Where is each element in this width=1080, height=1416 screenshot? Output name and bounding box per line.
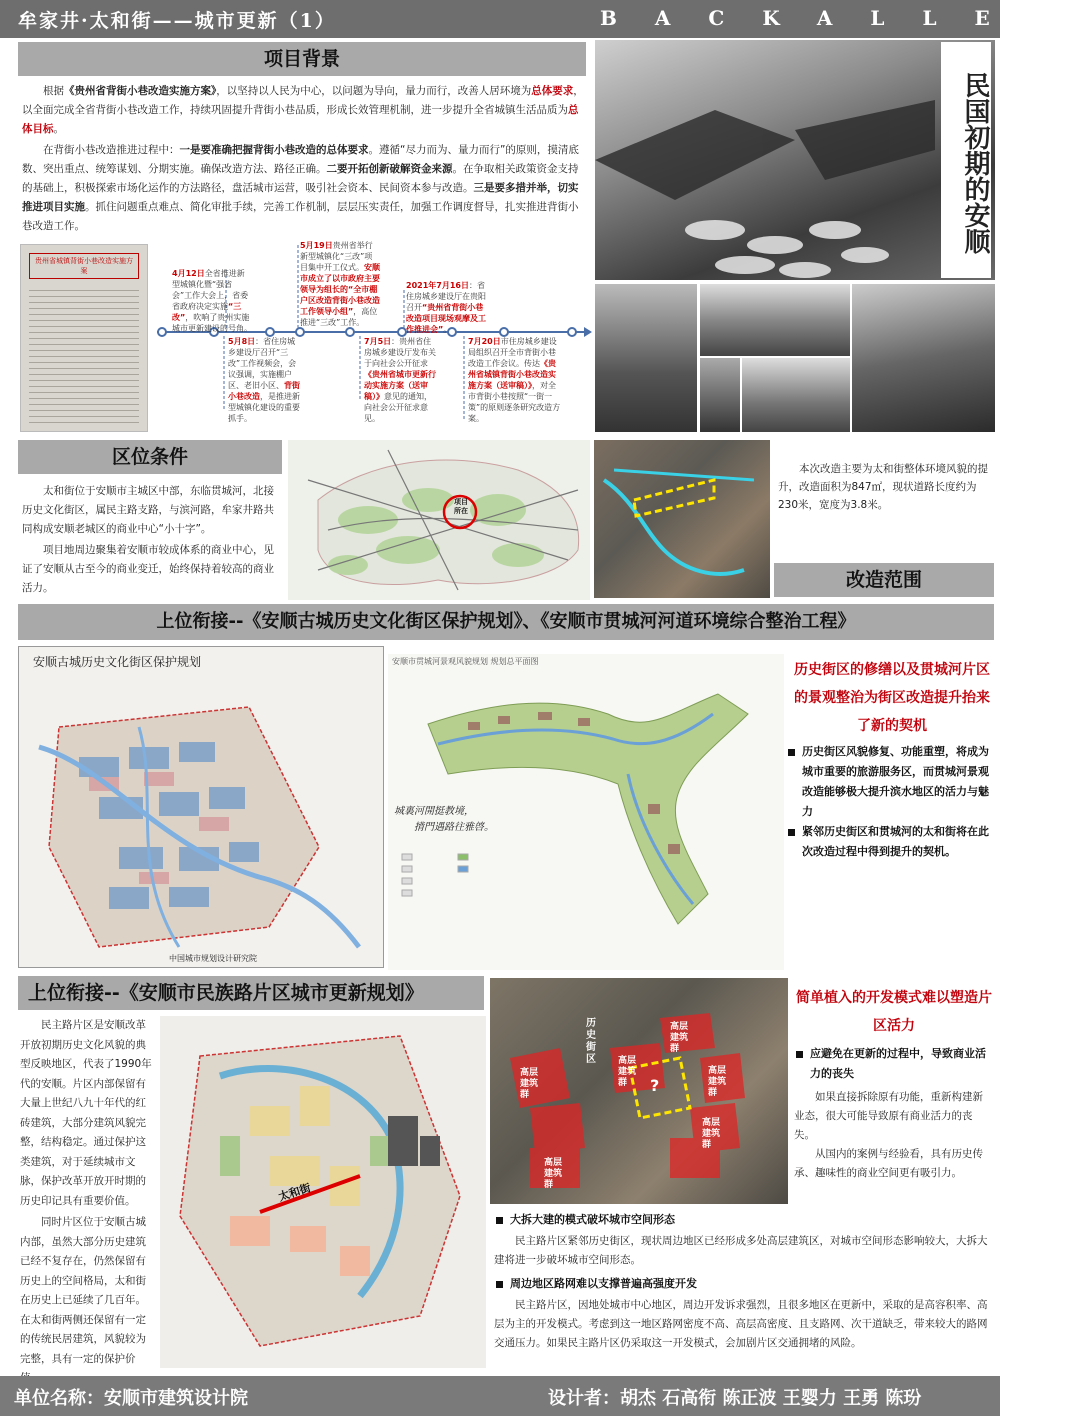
- minzu-road-plan-map: [160, 1016, 486, 1368]
- section-title-scope: 改造范围: [774, 563, 994, 597]
- historical-photo-crowd: [742, 358, 850, 432]
- scope-aerial-image: [594, 440, 770, 598]
- upper-plan-1-bullets: 历史街区风貌修复、功能重塑，将成为城市重要的旅游服务区，而贯城河景观改造能够极大提升滨水地区的活力与魅力 紧邻历史街区和贯城河的太和街将在此次改造过程中得到提升的契机。: [786, 742, 992, 862]
- document-scan: 贵州省城镇背街小巷改造实施方案: [20, 244, 148, 432]
- board-english-title: BACKALLEY: [600, 6, 1080, 30]
- upper-plan-2-heading: 简单植入的开发模式难以塑造片区活力: [796, 990, 992, 1034]
- scope-text: 本次改造主要为太和街整体环境风貌的提升，改造面积为847㎡，现状道路长度约为230米，宽度为3.8米。: [778, 463, 988, 511]
- footer-bar: [0, 1376, 1000, 1416]
- river-landscape-plan-map: 安顺市贯城河景观风貌规划 规划总平面图 城裏河開挺教境， 揹門遇路往雅啓。: [388, 654, 784, 970]
- top-bar: [0, 0, 1080, 38]
- section-title-background: 项目背景: [18, 42, 586, 76]
- timeline-entry-5: 2021年7月16日：省住房城乡建设厅在贵阳召开“贵州省背街小巷改造项目现场观摩及工作推进会”。: [406, 281, 486, 334]
- upper-plan-1-heading: 历史街区的修缮以及贯城河片区的景观整治为街区改造提升抬来了新的契机: [794, 662, 990, 734]
- timeline-entry-6: 7月20日市住房城乡建设局组织召开全市背街小巷改造工作会议。传达《贵州省城镇背街小巷改造实施方案（送审稿）》，对全市背街小巷按照“一街一策”的原则逐条研究改造方案。: [468, 337, 561, 423]
- board-title: 牟家井·太和街——城市更新（1）: [18, 10, 336, 32]
- upper-plan-2-bullets-lower: 大拆大建的模式破坏城市空间形态 民主路片区紧邻历史街区，现状周边地区已经形成多处高层建筑区，对城市空间形态影响较大，大拆大建将进一步破坏城市空间形态。 周边地区路网难以支撑普遍高强度开发 民主路片区，因地处城市中心地区，周边开发诉求强烈，且很多地区在更新中，采取的是高容积率、高层为主的开发模式。考虑到这一地区路网密度不高、高层高密度、且支路网、次干道缺乏，带来较大的路网交通压力。如果民主路片区仍采取这一开发模式，会加剧片区交通拥堵的风险。: [494, 1210, 988, 1353]
- policy-timeline: [152, 240, 592, 435]
- historic-district-plan-map: 安顺古城历史文化街区保护规划 中国城市规划设计研究院: [18, 646, 384, 968]
- designers: 设计者：胡杰 石高衔 陈正波 王婴力 王勇 陈玢: [548, 1388, 922, 1409]
- historical-photo-market: [852, 284, 995, 432]
- historical-photo-lane: [700, 358, 740, 432]
- historical-photo-river: [700, 284, 850, 356]
- photo-caption: 民国初期的安顺: [941, 42, 991, 278]
- location-text: 太和街位于安顺市主城区中部，东临贯城河，北接历史文化街区，属民主路支路，与滨河路，牟家井路共同构成安顺老城区的商业中心“小十字”。 项目地周边聚集着安顺市较成体系的商业中心，见证了安顺从古至今的商业变迁，始终保持着较高的商业活力。: [22, 485, 274, 594]
- upper-plan-2-bullet-1: 应避免在更新的过程中，导致商业活力的丧失 如果直接拆除原有功能，重新构建新业态，很大可能导致原有商业活力的丧失。 从国内的案例与经验看，具有历史传承、趣味性的商业空间更有吸引力。: [794, 1044, 992, 1183]
- timeline-entry-1: 4月12日全省推进新型城镇化暨“强省会”工作大会上，省委省政府决定实施“三改”，吹响了贵州实施城市更新建设的号角。: [172, 269, 252, 333]
- historical-photo-street: [595, 40, 995, 280]
- section-title-upper-plan-1: 上位衔接--《安顺古城历史文化街区保护规划》、《安顺市贯城河河道环境综合整治工程》: [18, 604, 994, 640]
- section-title-location: 区位条件: [18, 440, 282, 474]
- project-site-label: 项目所在: [454, 498, 468, 515]
- timeline-entry-2: 5月19日贵州省举行新型城镇化“三改”项目集中开工仪式。安顺市成立了以市政府主要领导为组长的“全市棚户区改造背街小巷改造工作领导小组”，高位推进“三改”工作。: [300, 241, 380, 327]
- taihe-street-label: 太和街: [276, 1181, 313, 1204]
- background-text: 根据《贵州省背街小巷改造实施方案》，以坚持以人民为中心，以问题为导向，量力而行，改善人居环境为总体要求，以全面完成全省背街小巷改造工作，持续巩固提升背街小巷品质，形成长效管理机制，进一步提升全省城镇生活品质为总体目标。 在背街小巷改造推进过程中：一是要准确把握背街小巷改造的总体要求。遵循“尽力而为、量力而行”的原则，摸清底数、突出重点、统筹谋划、分期实施。确保改造方法、路径正确。二要开拓创新破解资金来源。在争取相关政策资金支持的基础上，积极探索市场化运作的方法路径，盘活城市运营，吸引社会资本、民间资本参与改造。三是要多措并举，切实推进项目实施。抓住问题重点难点、简化审批手续，完善工作机制，层层压实责任，加强工作调度督导，扎实推进背街小巷改造工作。: [22, 85, 584, 232]
- timeline-entry-3: 5月8日：省住房城乡建设厅召开“三改”工作视频会，会议强调，实施棚户区、老旧小区、背街小巷改造，是推进新型城镇化建设的重要抓手。: [228, 337, 300, 423]
- timeline-entry-4: 7月5日：贵州省住房城乡建设厅发布关于向社会公开征求《贵州省城市更新行动实施方案（送审稿）》意见的通知，向社会公开征求意见。: [364, 337, 436, 423]
- unit-name: 单位名称：安顺市建筑设计院: [14, 1388, 248, 1409]
- historical-photo-alley: [595, 284, 697, 432]
- location-map: [288, 440, 590, 600]
- high-rise-aerial-map: 历史街区 高层建筑群 高层建筑群 高层建筑群 高层建筑群 高层建筑群 高层建筑群 ?: [490, 978, 788, 1204]
- section-title-upper-plan-2: 上位衔接--《安顺市民族路片区城市更新规划》: [18, 976, 484, 1010]
- upper-plan-2-text: 民主路片区是安顺改革开放初期历史文化风貌的典型反映地区，代表了1990年代的安顺。片区内部保留有大量上世纪八九十年代的红砖建筑，大部分建筑风貌完整，结构稳定。通过保护这类建筑，对于延续城市文脉，保护改革开放开时期的历史印记具有重要价值。 同时片区位于安顺古城内部，虽然大部分历史建筑已经不复存在，仍然保留有历史上的空间格局，太和街在历史上已延续了几百年。在太和街两侧还保留有一定的传统民居建筑，风貌较为完整，具有一定的保护价: [20, 1019, 152, 1365]
